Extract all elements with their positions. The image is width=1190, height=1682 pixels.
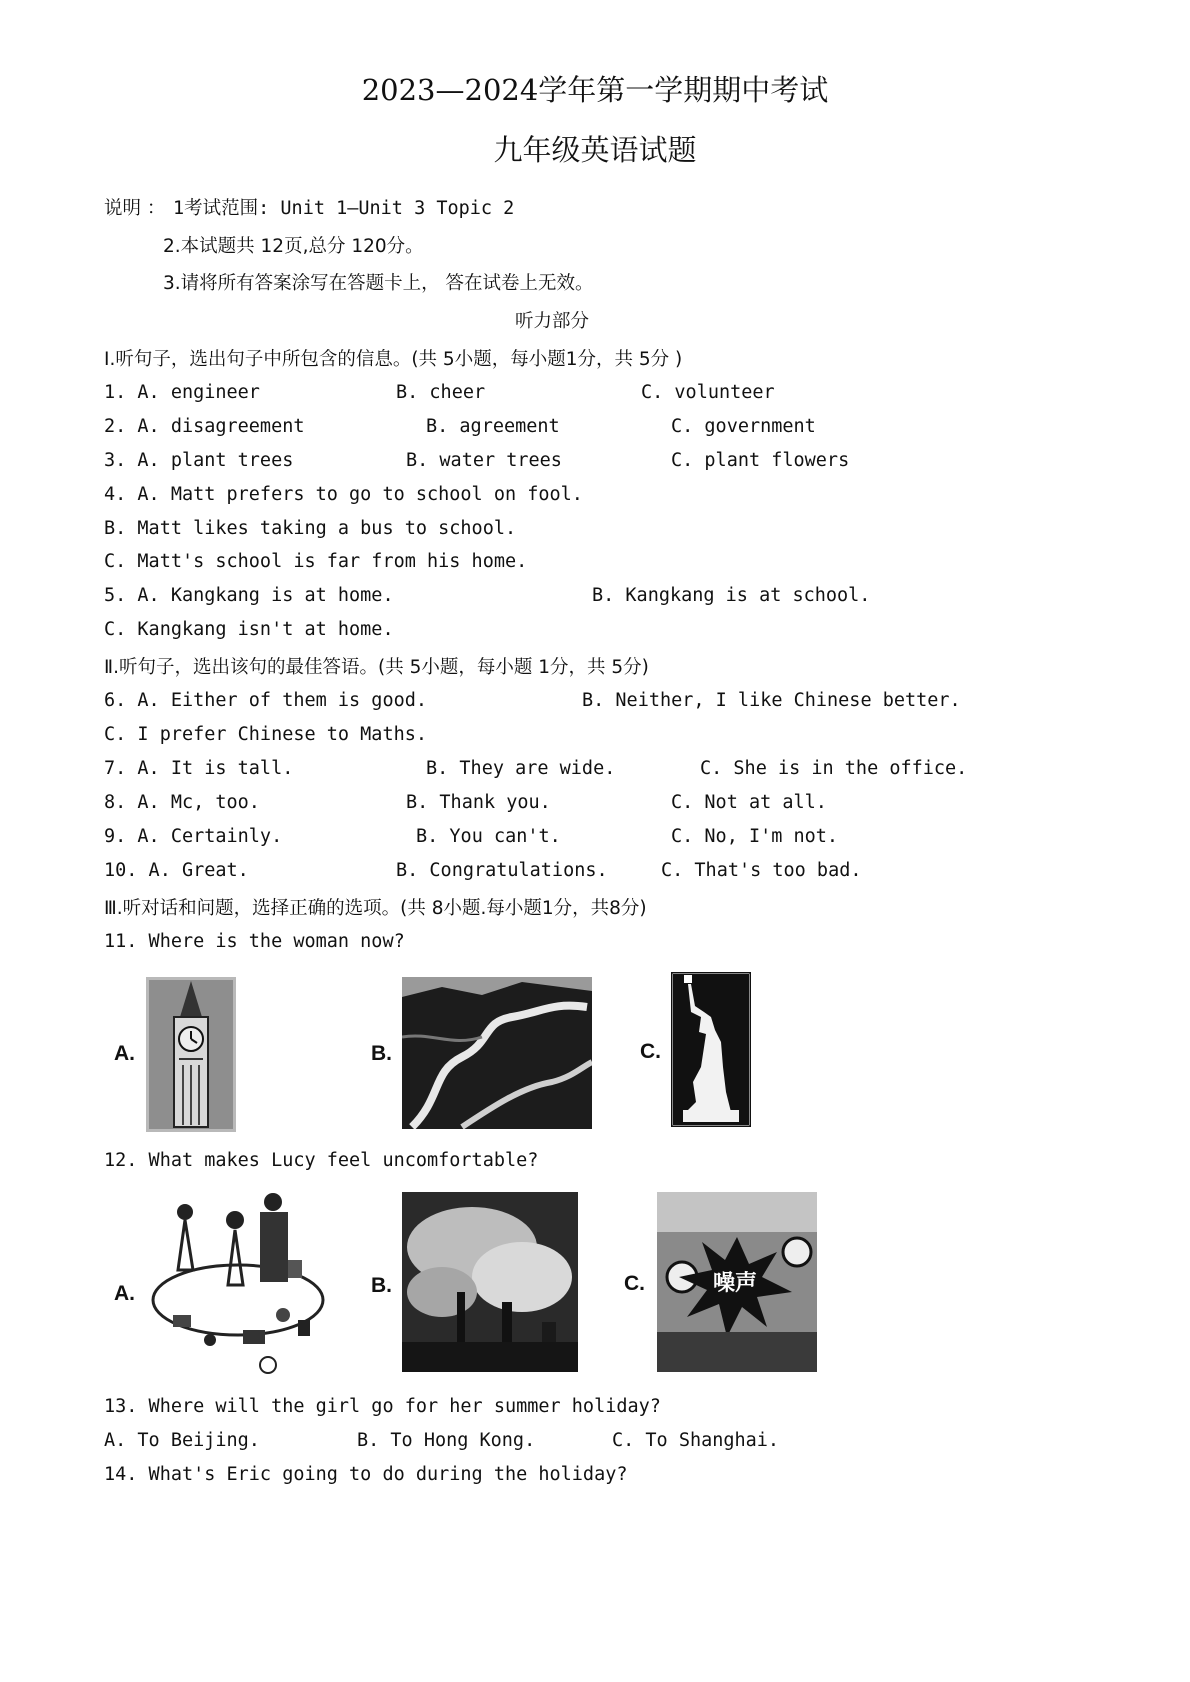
part3-heading: Ⅲ.听对话和问题，选择正确的选项。(共 8小题.每小题1分，共8分) [104, 898, 647, 919]
q1-option-c: C. volunteer [641, 382, 775, 403]
q7-option-c: C. She is in the office. [700, 758, 968, 779]
q12-question: 12. What makes Lucy feel uncomfortable? [104, 1150, 539, 1171]
listening-section-title: 听力部分 [515, 311, 590, 332]
q9-option-b: B. You can't. [416, 826, 561, 847]
q2-option-a: 2. A. disagreement [104, 416, 305, 437]
noise-sign-text: 噪声 [713, 1271, 758, 1296]
q9-option-c: C. No, I'm not. [671, 826, 839, 847]
q13-option-a: A. To Beijing. [104, 1430, 260, 1451]
q3-option-a: 3. A. plant trees [104, 450, 294, 471]
q3-option-c: C. plant flowers [671, 450, 850, 471]
q5-option-b: B. Kangkang is at school. [592, 585, 871, 606]
exam-title: 2023—2024学年第一学期期中考试 [361, 73, 829, 107]
q10-option-b: B. Congratulations. [396, 860, 608, 881]
q7-option-b: B. They are wide. [426, 758, 616, 779]
q1-option-a: 1. A. engineer [104, 382, 260, 403]
notes-label: 说明 ： [104, 198, 166, 219]
q8-option-a: 8. A. Mc, too. [104, 792, 260, 813]
q12-label-a: A. [114, 1282, 135, 1305]
q2-option-c: C. government [671, 416, 816, 437]
q11-question: 11. Where is the woman now? [104, 931, 405, 952]
q6-option-c: C. I prefer Chinese to Maths. [104, 724, 428, 745]
notes-line-2: 2.本试题共 12页,总分 120分。 [163, 236, 424, 257]
q1-option-b: B. cheer [396, 382, 486, 403]
q13-question: 13. Where will the girl go for her summer holiday? [104, 1396, 661, 1417]
q6-option-b: B. Neither, I like Chinese better. [582, 690, 961, 711]
q7-option-a: 7. A. It is tall. [104, 758, 294, 779]
q5-option-c: C. Kangkang isn't at home. [104, 619, 394, 640]
q14-question: 14. What's Eric going to do during the holiday? [104, 1464, 628, 1485]
q11-label-b: B. [371, 1042, 392, 1065]
exam-subtitle: 九年级英语试题 [493, 133, 697, 167]
q12-label-b: B. [371, 1274, 392, 1297]
factory-smoke-icon [402, 1192, 578, 1376]
q2-option-b: B. agreement [426, 416, 560, 437]
q4-option-b: B. Matt likes taking a bus to school. [104, 518, 517, 539]
q10-option-c: C. That's too bad. [661, 860, 862, 881]
q6-option-a: 6. A. Either of them is good. [104, 690, 428, 711]
notes-line-1: 1考试范围: Unit 1—Unit 3 Topic 2 [173, 198, 515, 219]
q11-label-a: A. [114, 1042, 135, 1065]
q8-option-b: B. Thank you. [406, 792, 551, 813]
q3-option-b: B. water trees [406, 450, 562, 471]
q13-option-c: C. To Shanghai. [612, 1430, 780, 1451]
q13-option-b: B. To Hong Kong. [357, 1430, 536, 1451]
part2-heading: Ⅱ.听句子，选出该句的最佳答语。(共 5小题，每小题 1分，共 5分) [104, 657, 649, 678]
great-wall-icon [402, 977, 592, 1133]
part1-heading: Ⅰ.听句子，选出句子中所包含的信息。(共 5小题，每小题1分，共 5分 ) [104, 349, 683, 370]
litter-people-icon [148, 1190, 328, 1384]
q12-label-c: C. [624, 1272, 645, 1295]
q9-option-a: 9. A. Certainly. [104, 826, 283, 847]
q10-option-a: 10. A. Great. [104, 860, 249, 881]
notes-line-3: 3.请将所有答案涂写在答题卡上， 答在试卷上无效。 [163, 273, 594, 294]
q8-option-c: C. Not at all. [671, 792, 827, 813]
q11-label-c: C. [640, 1040, 661, 1063]
q4-option-a: 4. A. Matt prefers to go to school on fool. [104, 484, 583, 505]
big-ben-icon [146, 977, 236, 1136]
statue-of-liberty-icon [671, 972, 751, 1131]
q4-option-c: C. Matt's school is far from his home. [104, 551, 528, 572]
q5-option-a: 5. A. Kangkang is at home. [104, 585, 394, 606]
